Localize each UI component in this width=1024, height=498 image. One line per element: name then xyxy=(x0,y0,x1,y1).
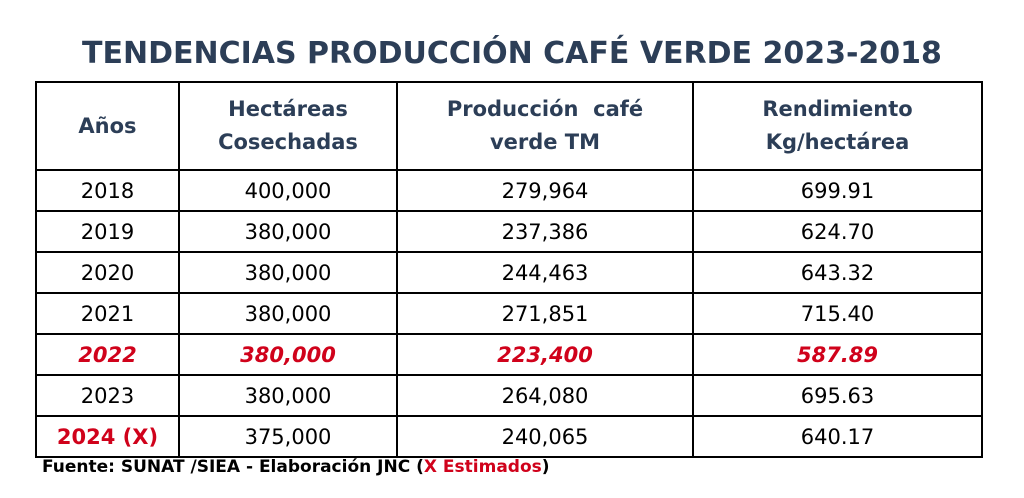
cell-production: 271,851 xyxy=(397,293,693,334)
header-years xyxy=(36,82,179,170)
cell-yield: 643.32 xyxy=(693,252,982,293)
header-years-label: Años xyxy=(78,113,137,138)
table-row-highlighted xyxy=(36,334,982,375)
table-header-row xyxy=(36,82,982,170)
cell-hectares: 400,000 xyxy=(179,170,397,211)
header-yield-line2: Kg/hectárea xyxy=(765,130,910,154)
cell-production: 237,386 xyxy=(397,211,693,252)
source-prefix: Fuente: SUNAT /SIEA - Elaboración JNC ( xyxy=(42,457,424,477)
table-row xyxy=(36,416,982,457)
cell-year: 2019 xyxy=(36,211,179,252)
cell-hectares: 380,000 xyxy=(179,375,397,416)
cell-year: 2023 xyxy=(36,375,179,416)
table-row xyxy=(36,211,982,252)
cell-year-estimated: 2024 (X) xyxy=(36,416,179,457)
header-production xyxy=(397,82,693,170)
table-row xyxy=(36,252,982,293)
cell-year: 2022 xyxy=(36,334,179,375)
cell-production: 279,964 xyxy=(397,170,693,211)
cell-year: 2021 xyxy=(36,293,179,334)
source-estimated-label: X Estimados xyxy=(423,457,542,477)
cell-hectares: 380,000 xyxy=(179,211,397,252)
source-note xyxy=(42,457,550,477)
cell-yield: 640.17 xyxy=(693,416,982,457)
cell-production: 240,065 xyxy=(397,416,693,457)
source-suffix: ) xyxy=(541,457,550,477)
page-title: TENDENCIAS PRODUCCIÓN CAFÉ VERDE 2023-2018 xyxy=(82,36,942,71)
cell-yield: 587.89 xyxy=(693,334,982,375)
production-table xyxy=(35,81,983,458)
cell-hectares: 380,000 xyxy=(179,293,397,334)
header-yield-line1: Rendimiento xyxy=(762,97,913,121)
cell-year: 2020 xyxy=(36,252,179,293)
table-row xyxy=(36,170,982,211)
cell-hectares: 375,000 xyxy=(179,416,397,457)
cell-hectares: 380,000 xyxy=(179,334,397,375)
cell-production: 264,080 xyxy=(397,375,693,416)
cell-yield: 699.91 xyxy=(693,170,982,211)
cell-yield: 624.70 xyxy=(693,211,982,252)
table-row xyxy=(36,375,982,416)
header-hectares-line2: Cosechadas xyxy=(218,130,358,154)
header-production-line1: Producción café xyxy=(446,97,644,121)
table-row xyxy=(36,293,982,334)
header-production-line2: verde TM xyxy=(489,130,601,154)
header-hectares-line1: Hectáreas xyxy=(228,97,348,121)
cell-year: 2018 xyxy=(36,170,179,211)
cell-production: 223,400 xyxy=(397,334,693,375)
cell-production: 244,463 xyxy=(397,252,693,293)
header-hectares xyxy=(179,82,397,170)
header-yield xyxy=(693,82,982,170)
cell-hectares: 380,000 xyxy=(179,252,397,293)
cell-yield: 695.63 xyxy=(693,375,982,416)
cell-yield: 715.40 xyxy=(693,293,982,334)
